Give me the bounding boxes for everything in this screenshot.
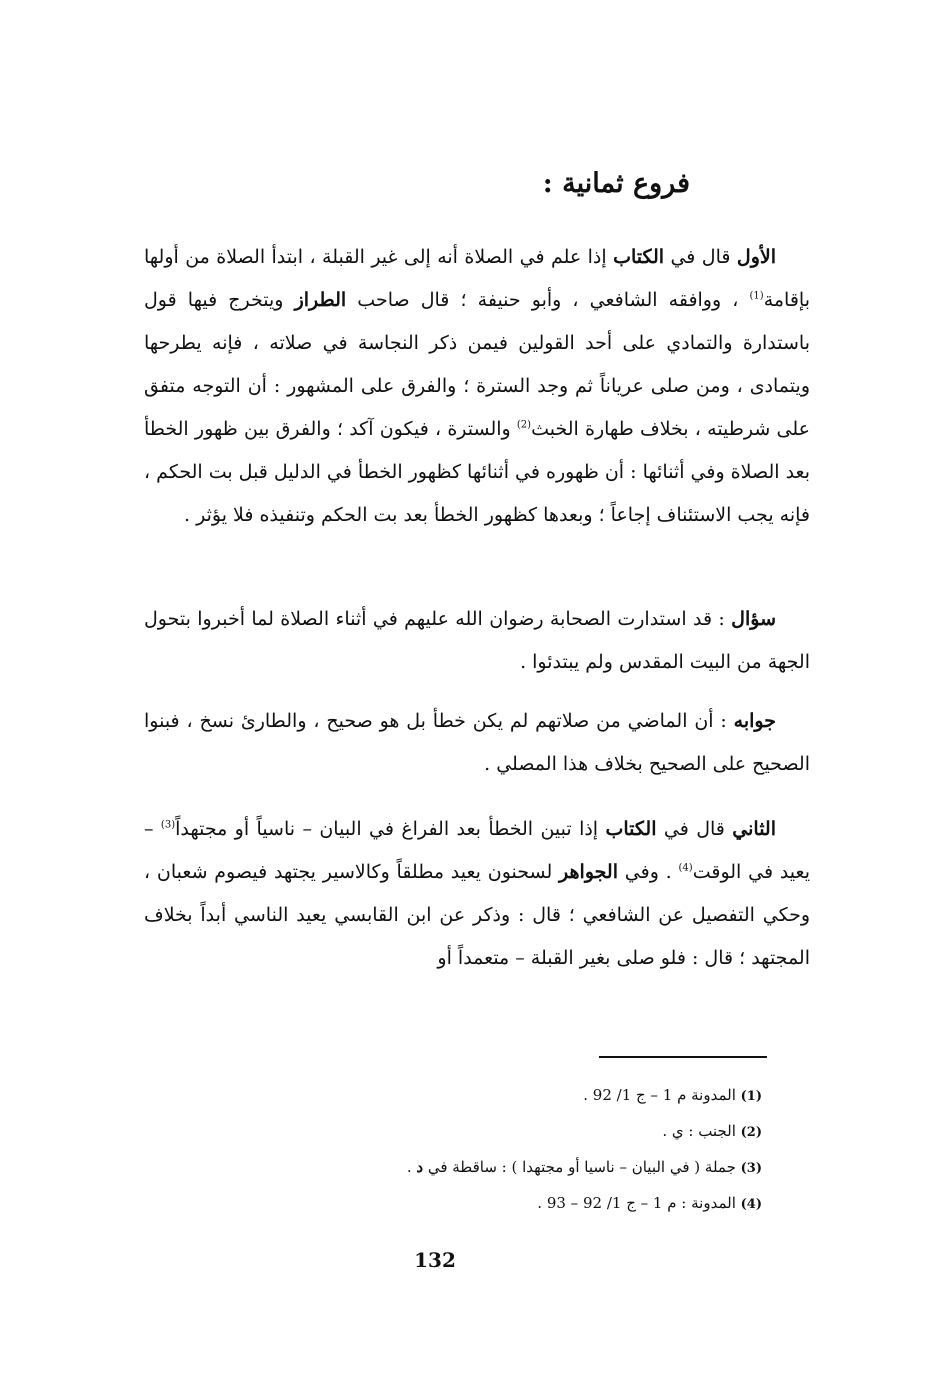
- text-run: ، ووافقه الشافعي ، وأبو حنيفة ؛ قال صاحب: [346, 289, 750, 311]
- paragraph-second-branch: [144, 808, 810, 980]
- footnote-text: الجنب : ي .: [662, 1122, 741, 1140]
- source-name: الكتاب: [605, 818, 657, 840]
- text-run: ويتخرج فيها قول باستدارة والتمادي على أحد القولين فيمن ذكر النجاسة في صلاته ، فإنه يطرحها ويتمادى ، ومن صلى عرياناً ثم وجد السترة ؛ والفرق على المشهور : أن التوجه متفق على شرطيته ، بخلاف طهارة الخبث: [144, 289, 810, 440]
- text-run: لسحنون يعيد مطلقاً وكالاسير يجتهد فيصوم شعبان ، وحكي التفصيل عن الشافعي ؛ قال : وذكر عن ابن القابسي يعيد الناسي أبداً بخلاف المجتهد ؛ قال : فلو صلى بغير القبلة – متعمداً أو: [144, 861, 810, 969]
- text-run: . وفي: [617, 861, 679, 883]
- footnote-text: المدونة : م 1 – ج 1/ 92 – 93 .: [537, 1194, 741, 1212]
- source-name: الكتاب: [613, 246, 665, 268]
- footnote-ref[interactable]: (3): [160, 819, 176, 831]
- footnote-number: (4): [740, 1197, 762, 1212]
- source-name: الطراز: [294, 289, 347, 311]
- branch-label: الأول: [736, 246, 776, 268]
- text-run: إذا علم في الصلاة أنه إلى غير القبلة ، ابتدأ الصلاة من أولها بإقامة: [144, 246, 810, 311]
- footnote-item: [242, 1078, 762, 1114]
- footnote-divider: [599, 1056, 767, 1058]
- footnote-number: (1): [740, 1089, 762, 1104]
- text-run: قال في: [664, 246, 737, 268]
- paragraph-first-branch: [144, 236, 810, 537]
- question-label: سؤال: [731, 608, 776, 630]
- footnote-number: (2): [740, 1125, 762, 1140]
- page-number: 132: [414, 1248, 456, 1272]
- manuscript-siglum: د: [416, 1158, 424, 1176]
- footnote-text: المدونة م 1 – ج 1/ 92 .: [583, 1086, 741, 1104]
- text-run: : قد استدارت الصحابة رضوان الله عليهم في أثناء الصلاة لما أخبروا بتحول الجهة من البيت المقدس ولم يبتدئوا .: [144, 608, 810, 673]
- footnote-item: [242, 1186, 762, 1222]
- text-run: قال في: [656, 818, 733, 840]
- text-run: : أن الماضي من صلاتهم لم يكن خطأ بل هو صحيح ، والطارئ نسخ ، فبنوا الصحيح على الصحيح بخلاف هذا المصلي .: [144, 710, 810, 775]
- footnote-text: جملة ( في البيان – ناسيا أو مجتهدا ) : ساقطة في: [423, 1158, 741, 1176]
- footnote-item: [242, 1114, 762, 1150]
- footnote-number: (3): [740, 1161, 762, 1176]
- footnote-text: .: [406, 1158, 417, 1176]
- text-run: – يعيد في الوقت: [144, 818, 810, 883]
- footnotes-list: [242, 1078, 762, 1222]
- footnote-ref[interactable]: (4): [678, 862, 693, 874]
- source-name: الجواهر: [559, 861, 618, 883]
- footnote-ref[interactable]: (2): [516, 419, 532, 431]
- paragraph-answer: [144, 700, 810, 786]
- branch-label: الثاني: [732, 818, 776, 840]
- section-heading: فروع ثمانية :: [542, 168, 690, 199]
- text-run: والسترة ، فيكون آكد ؛ والفرق بين ظهور الخطأ بعد الصلاة وفي أثنائها : أن ظهوره في أثنائها كظهور الخطأ في الدليل قبل بت الحكم ، فإنه يجب الاستئناف إجاعاً ؛ وبعدها كظهور الخطأ بعد بت الحكم وتنفيذه فلا يؤثر .: [144, 418, 810, 526]
- answer-label: جوابه: [733, 710, 776, 732]
- footnote-ref[interactable]: (1): [749, 290, 764, 302]
- footnote-item: [242, 1150, 762, 1186]
- text-run: إذا تبين الخطأ بعد الفراغ في البيان – ناسياً أو مجتهداً: [175, 818, 606, 840]
- paragraph-question: [144, 598, 810, 684]
